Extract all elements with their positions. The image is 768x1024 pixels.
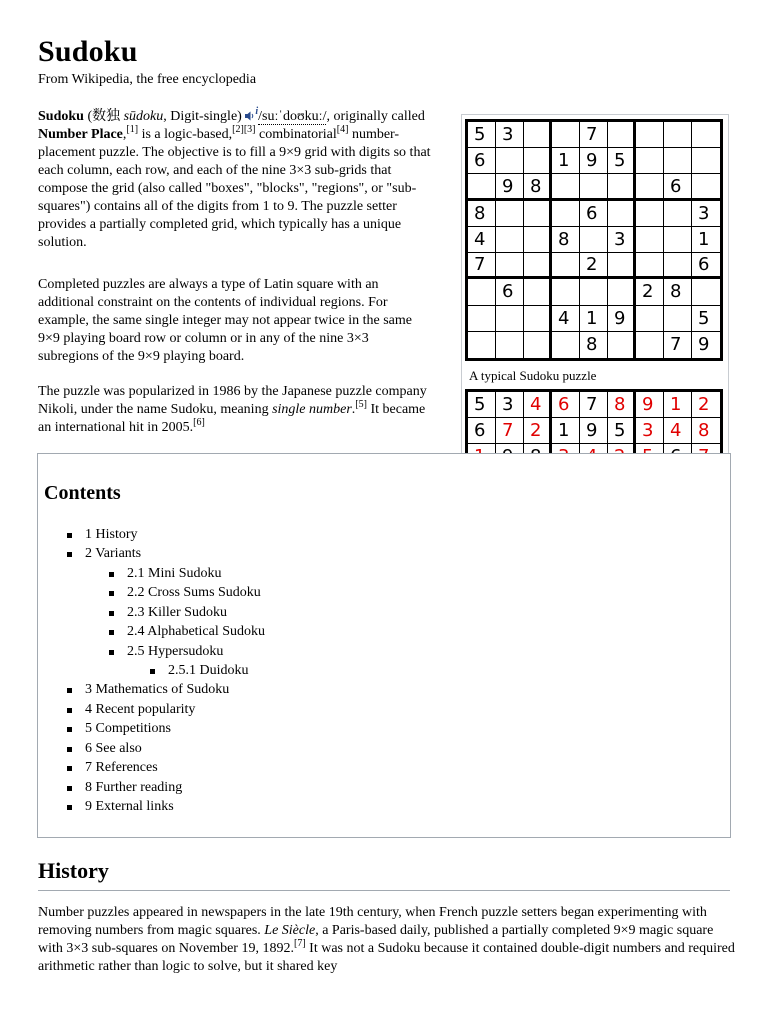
sudoku-cell — [636, 148, 664, 174]
sudoku-cell — [692, 279, 720, 305]
sudoku-cell: 7 — [468, 253, 496, 279]
sudoku-cell: 5 — [692, 306, 720, 332]
sudoku-cell — [552, 332, 580, 358]
term-number-place: Number Place — [38, 127, 123, 142]
sudoku-cell: 6 — [664, 174, 692, 200]
sudoku-cell: 8 — [552, 227, 580, 253]
ref-3[interactable]: [3] — [243, 124, 256, 135]
sudoku-cell: 7 — [580, 392, 608, 418]
term-sudoku: Sudoku — [38, 109, 84, 124]
toc-item[interactable]: 4 Recent popularity — [85, 702, 196, 717]
toc-item[interactable]: 1 History — [85, 527, 138, 542]
sudoku-cell: 4 — [664, 418, 692, 444]
sudoku-cell — [664, 253, 692, 279]
sudoku-cell: 3 — [692, 201, 720, 227]
sudoku-cell — [468, 174, 496, 200]
sudoku-cell: 7 — [664, 332, 692, 358]
sudoku-cell: 1 — [664, 392, 692, 418]
sudoku-cell — [636, 332, 664, 358]
single-number-term: single number — [272, 402, 352, 417]
sudoku-cell — [524, 306, 552, 332]
toc-item[interactable]: 2.5 Hypersudoku — [127, 644, 224, 659]
sudoku-cell — [608, 122, 636, 148]
ref-6[interactable]: [6] — [193, 417, 205, 428]
page-title: Sudoku — [38, 35, 138, 68]
sudoku-cell: 4 — [468, 227, 496, 253]
sudoku-cell: 9 — [698, 334, 710, 356]
sudoku-cell — [636, 201, 664, 227]
sudoku-cell: 8 — [468, 201, 496, 227]
ref-1[interactable]: [1] — [126, 124, 139, 135]
sudoku-cell: 6 — [580, 201, 608, 227]
sudoku-cell: 1 — [552, 148, 580, 174]
sudoku-cell — [636, 253, 664, 279]
sudoku-cell: 9 — [608, 306, 636, 332]
sudoku-cell: 8 — [664, 279, 692, 305]
toc-item[interactable]: 5 Competitions — [85, 721, 171, 736]
sudoku-cell: 1 — [580, 306, 608, 332]
sudoku-cell — [468, 279, 496, 305]
ref-2[interactable]: [2] — [232, 124, 244, 135]
sudoku-cell: 7 — [496, 418, 524, 444]
intro-paragraph-1: Sudoku (数独 sūdoku, Digit-single) $^i$/suːˈdoʊkuː/, originally called Number Place,[1] is a logic-based,[2][3] combinatorial[4] number-placement puzzle. The objective is to fill a 9×9 grid with digits so that each column, each row, and each of the nine 3×3 sub-grids that compose the grid (also called "boxes", "blocks", "regions", or "sub-squares") contains all of the digits from 1 to 9. The puzzle setter provides a partially completed grid, which typically has a unique solution. — [38, 106, 431, 250]
sudoku-cell — [664, 122, 692, 148]
toc-item[interactable]: 2.1 Mini Sudoku — [127, 566, 222, 581]
sudoku-cell — [552, 201, 580, 227]
le-siecle-link[interactable]: Le Siècle — [264, 923, 316, 938]
sudoku-cell: 3 — [636, 418, 664, 444]
kanji-link[interactable]: 数独 — [92, 109, 121, 124]
sudoku-cell: 6 — [468, 148, 496, 174]
intro-paragraph-2: Completed puzzles are always a type of Latin square with an additional constraint on the contents of individual regions. For example, the same single integer may not appear twice in the same 9×9 playing board row or column or in any of the nine 3×3 subregions of the 9×9 playing board. — [38, 277, 412, 364]
sudoku-cell — [552, 122, 580, 148]
heading-divider — [38, 890, 730, 891]
toc-item[interactable]: 2.4 Alphabetical Sudoku — [127, 624, 266, 639]
sudoku-cell: 5 — [608, 148, 636, 174]
sudoku-cell: 5 — [608, 418, 636, 444]
sudoku-cell — [580, 279, 608, 305]
sudoku-cell — [664, 227, 692, 253]
sudoku-cell — [524, 227, 552, 253]
sudoku-cell — [608, 201, 636, 227]
sudoku-cell — [496, 201, 524, 227]
sudoku-cell — [552, 174, 580, 200]
ipa-pronunciation[interactable]: /suːˈdoʊkuː/ — [258, 109, 327, 124]
sudoku-cell: 6 — [552, 392, 580, 418]
sudoku-cell: 5 — [468, 392, 496, 418]
sudoku-cell: 3 — [496, 122, 524, 148]
sudoku-cell — [608, 253, 636, 279]
sudoku-cell — [524, 253, 552, 279]
sudoku-cell: 8 — [692, 418, 720, 444]
sudoku-cell: 5 — [468, 122, 496, 148]
toc-title: Contents — [44, 482, 121, 504]
sudoku-cell: 2 — [636, 279, 664, 305]
sudoku-cell — [496, 148, 524, 174]
sudoku-cell — [636, 174, 664, 200]
sudoku-cell — [524, 279, 552, 305]
romaji: sūdoku — [123, 109, 164, 124]
sudoku-cell: 9 — [580, 148, 608, 174]
sudoku-cell: 8 — [580, 332, 608, 358]
sudoku-cell — [664, 201, 692, 227]
sudoku-cell — [692, 148, 720, 174]
sudoku-cell: 7 — [580, 122, 608, 148]
sudoku-cell — [692, 174, 720, 200]
sudoku-cell: 4 — [524, 392, 552, 418]
sudoku-cell — [636, 306, 664, 332]
sudoku-cell — [608, 332, 636, 358]
sudoku-cell: 3 — [608, 227, 636, 253]
sudoku-cell: 9 — [496, 174, 524, 200]
sudoku-cell: 2 — [524, 418, 552, 444]
sudoku-cell — [608, 174, 636, 200]
intro-paragraph-3: The puzzle was popularized in 1986 by the Japanese puzzle company Nikoli, under the name Sudoku, meaning single number.[5] It became an international hit in 2005.[6] — [38, 384, 427, 435]
figure-caption-puzzle: A typical Sudoku puzzle — [469, 368, 597, 383]
sudoku-cell: 9 — [636, 392, 664, 418]
sudoku-cell — [524, 148, 552, 174]
sudoku-cell — [524, 201, 552, 227]
toc-item[interactable]: 2 Variants — [85, 546, 142, 561]
sudoku-cell — [496, 332, 524, 358]
toc-item[interactable]: 2.5.1 Duidoku — [168, 663, 249, 678]
sudoku-cell — [636, 122, 664, 148]
ref-4[interactable]: [4] — [336, 124, 349, 135]
page-subtitle: From Wikipedia, the free encyclopedia — [38, 72, 257, 87]
sudoku-puzzle-grid[interactable] — [465, 119, 723, 361]
sudoku-cell — [468, 306, 496, 332]
history-paragraph: Number puzzles appeared in newspapers in the late 19th century, when French puzzle setters began experimenting with removing numbers from magic squares. Le Siècle, a Paris-based daily, published a partially completed 9×9 magic square with 3×3 sub-squares on November 19, 1892.[7] It was not a Sudoku because it contained double-digit numbers and required arithmetic rather than logic to solve, but it shared key — [38, 905, 735, 974]
speaker-icon[interactable] — [245, 111, 255, 121]
toc-item[interactable]: 6 See also — [85, 741, 142, 756]
ref-5[interactable]: [5] — [355, 399, 367, 410]
toc-item[interactable]: 7 References — [85, 760, 158, 775]
sudoku-cell: 3 — [496, 392, 524, 418]
sudoku-cell — [664, 306, 692, 332]
sudoku-cell: 6 — [692, 253, 720, 279]
toc-item[interactable]: 8 Further reading — [85, 780, 183, 795]
sudoku-cell — [552, 279, 580, 305]
toc-item[interactable]: 2.2 Cross Sums Sudoku — [127, 585, 261, 600]
sudoku-cell: 1 — [692, 227, 720, 253]
sudoku-cell: 2 — [580, 253, 608, 279]
sudoku-cell: 2 — [692, 392, 720, 418]
sudoku-cell: 9 — [580, 418, 608, 444]
section-heading-history: History — [38, 858, 109, 883]
sudoku-cell — [496, 306, 524, 332]
sudoku-cell — [636, 227, 664, 253]
sudoku-cell — [608, 279, 636, 305]
sudoku-cell: 8 — [524, 174, 552, 200]
sudoku-cell: 6 — [496, 279, 524, 305]
sudoku-cell — [496, 253, 524, 279]
sudoku-cell — [468, 332, 496, 358]
sudoku-cell — [524, 122, 552, 148]
sudoku-cell — [580, 227, 608, 253]
sudoku-cell — [552, 253, 580, 279]
sudoku-cell: 1 — [552, 418, 580, 444]
sudoku-cell — [692, 122, 720, 148]
sudoku-cell — [580, 174, 608, 200]
sudoku-cell: 6 — [468, 418, 496, 444]
sudoku-cell — [524, 332, 552, 358]
toc-item[interactable]: 3 Mathematics of Sudoku — [85, 682, 230, 697]
ref-7[interactable]: [7] — [293, 938, 306, 949]
toc-item[interactable]: 2.3 Killer Sudoku — [127, 605, 227, 620]
sudoku-cell: 8 — [608, 392, 636, 418]
toc-item[interactable]: 9 External links — [85, 799, 174, 814]
pronunciation-info-link[interactable]: i — [255, 106, 259, 117]
sudoku-cell: 4 — [552, 306, 580, 332]
sudoku-cell — [664, 148, 692, 174]
sudoku-cell — [496, 227, 524, 253]
